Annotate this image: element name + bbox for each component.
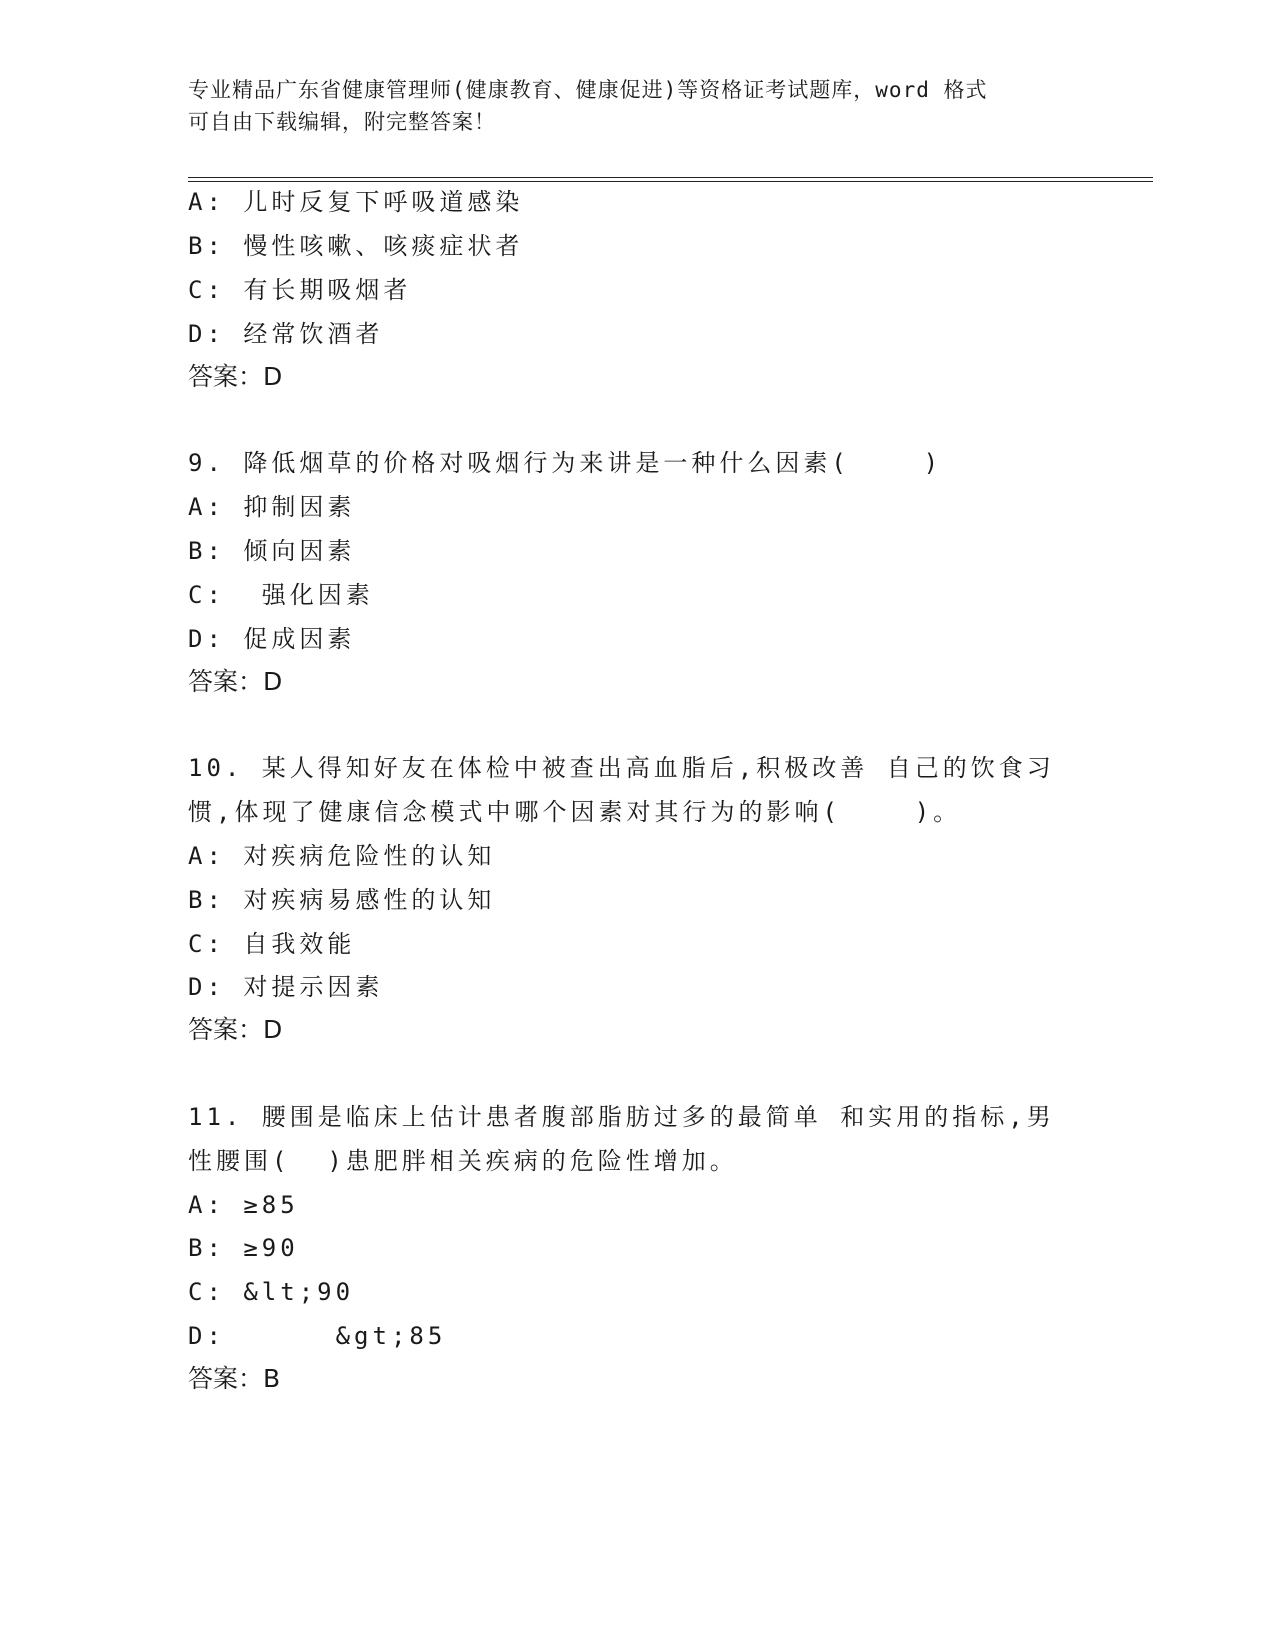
q10-option-d — [188, 972, 383, 1002]
option-text: 经常饮酒者 — [243, 320, 384, 348]
q10-option-a — [188, 841, 495, 871]
q11-answer: 答案：B — [188, 1364, 281, 1393]
q10-option-c — [188, 929, 355, 959]
q11-option-c — [188, 1277, 354, 1307]
q11-option-a — [188, 1190, 299, 1220]
option-letter: D: — [188, 320, 225, 348]
q9-stem: 9. 降低烟草的价格对吸烟行为来讲是一种什么因素( ) — [188, 449, 943, 477]
q10-stem-line-1: 10. 某人得知好友在体检中被查出高血脂后,积极改善 自己的饮食习 — [188, 754, 1055, 782]
option-text: ≥90 — [243, 1234, 299, 1262]
q9-option-d — [188, 624, 355, 654]
q8-answer: 答案：D — [188, 362, 283, 391]
option-text: 对提示因素 — [243, 973, 384, 1001]
q11-stem-line-1: 11. 腰围是临床上估计患者腹部脂肪过多的最简单 和实用的指标,男 — [188, 1103, 1055, 1131]
option-text: 对疾病危险性的认知 — [243, 842, 496, 870]
q8-option-c — [188, 275, 411, 305]
option-letter: C: — [188, 930, 225, 958]
option-text: ≥85 — [243, 1191, 299, 1219]
q9-answer: 答案：D — [188, 667, 283, 696]
header-divider-bottom — [188, 181, 1153, 182]
q8-option-d — [188, 319, 383, 349]
option-text: &lt;90 — [243, 1278, 355, 1306]
option-letter: C: — [188, 581, 225, 609]
q10-answer: 答案：D — [188, 1015, 283, 1044]
q10-stem-line-2: 惯,体现了健康信念模式中哪个因素对其行为的影响( )。 — [188, 798, 962, 826]
q11-option-b — [188, 1233, 299, 1263]
option-letter: A: — [188, 493, 225, 521]
q11-stem-line-2: 性腰围( )患肥胖相关疾病的危险性增加。 — [188, 1147, 738, 1175]
option-text: 倾向因素 — [243, 537, 356, 565]
option-text: 强化因素 — [243, 581, 374, 609]
option-letter: D: — [188, 1322, 225, 1350]
option-letter: D: — [188, 973, 225, 1001]
document-header — [188, 74, 1088, 138]
option-text: 促成因素 — [243, 625, 356, 653]
option-letter: A: — [188, 188, 225, 216]
q8-option-a — [188, 187, 523, 217]
header-line-2: 可自由下载编辑，附完整答案！ — [188, 110, 496, 134]
option-letter: A: — [188, 842, 225, 870]
q8-option-b — [188, 231, 523, 261]
option-letter: B: — [188, 232, 225, 260]
option-text: 儿时反复下呼吸道感染 — [243, 188, 524, 216]
option-text: 慢性咳嗽、咳痰症状者 — [243, 232, 524, 260]
option-text: 自我效能 — [243, 930, 356, 958]
q9-option-a — [188, 492, 355, 522]
option-text: 对疾病易感性的认知 — [243, 886, 496, 914]
q9-option-c — [188, 580, 374, 610]
option-letter: B: — [188, 1234, 225, 1262]
option-letter: A: — [188, 1191, 225, 1219]
q10-option-b — [188, 885, 495, 915]
option-text: 抑制因素 — [243, 493, 356, 521]
q11-option-d — [188, 1321, 446, 1351]
option-text: &gt;85 — [243, 1322, 447, 1350]
option-letter: B: — [188, 537, 225, 565]
header-line-1: 专业精品广东省健康管理师(健康教育、健康促进)等资格证考试题库，word 格式 — [188, 78, 988, 102]
option-text: 有长期吸烟者 — [243, 276, 412, 304]
header-divider-top — [188, 177, 1153, 178]
option-letter: D: — [188, 625, 225, 653]
q9-option-b — [188, 536, 355, 566]
option-letter: B: — [188, 886, 225, 914]
option-letter: C: — [188, 1278, 225, 1306]
option-letter: C: — [188, 276, 225, 304]
